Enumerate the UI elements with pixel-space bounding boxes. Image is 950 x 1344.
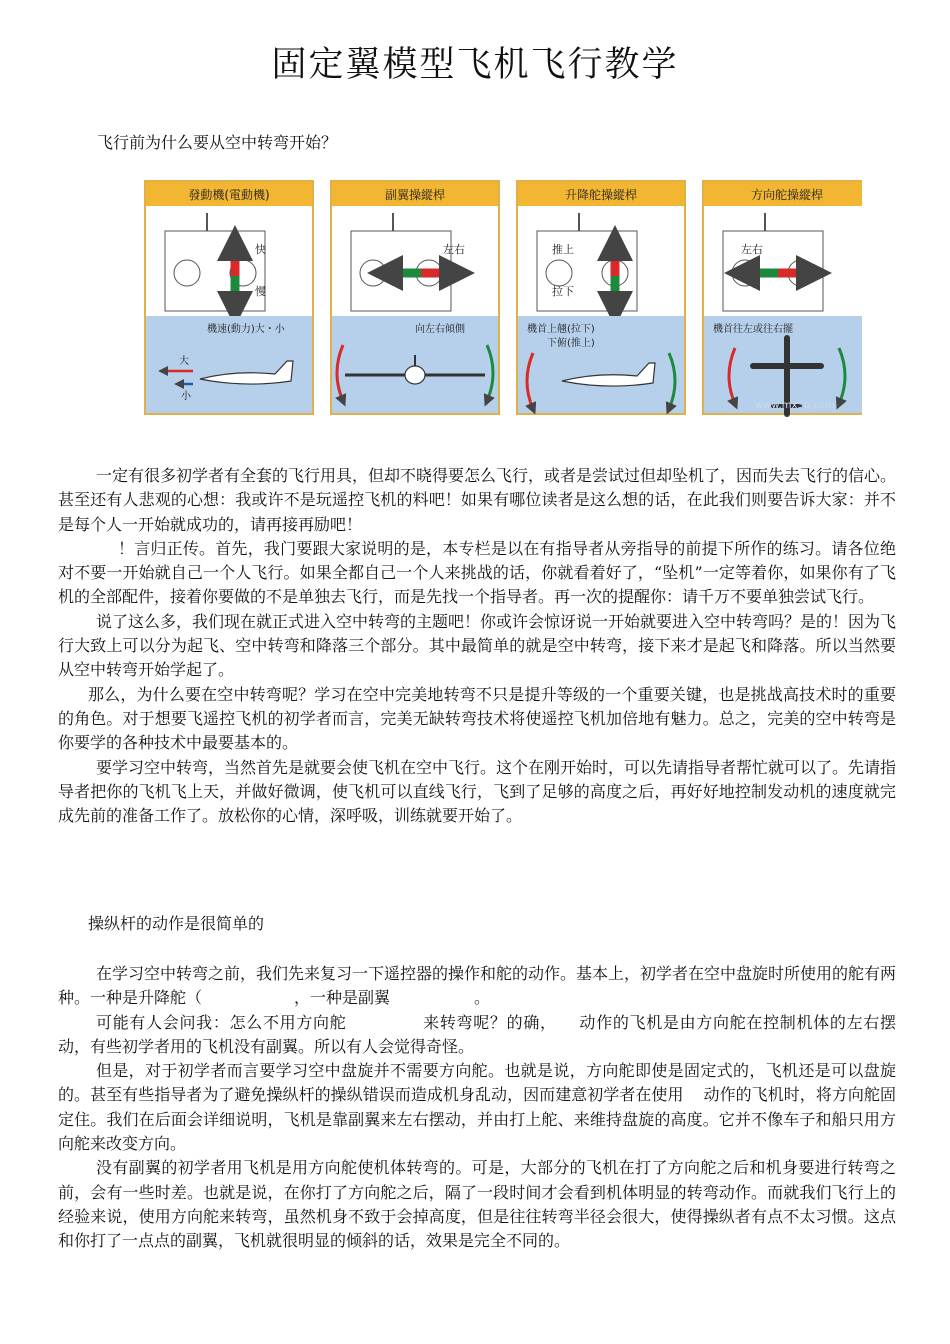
paragraph: 说了这么多，我们现在就正式进入空中转弯的主题吧！你或许会惊讶说一开始就要进入空中转弯吗？是的！因为飞行大致上可以分为起飞、空中转弯和降落三个部分。其中最简单的就是空中转弯，接下来才是起飞和降落。所以当然要从空中转弯开始学起了。 <box>58 611 897 680</box>
paragraph: 一定有很多初学者有全套的飞行用具，但却不晓得要怎么飞行，或者是尝试过但却坠机了，因而失去飞行的信心。甚至还有人悲观的心想：我或许不是玩遥控飞机的料吧！如果有哪位读者是这么想的话，在此我们则要告诉大家：并不是每个人一开始就成功的，请再接再励吧！ <box>58 466 897 534</box>
paragraph: ！言归正传。首先，我门要跟大家说明的是，本专栏是以在有指导者从旁指导的前提下所作的练习。请各位绝对不要一开始就自己一个人飞行。如果全都自己一个人来挑战的话，你就看着好了，“坠机”一定等着你，如果你有了飞机的全部配件，接着你要做的不是单独去飞行，而是先找一个指导者。再一次的提醒你：请千万不要单独尝试飞行。 <box>58 538 896 607</box>
paragraph-part: ，一种是副翼 <box>294 988 391 1008</box>
figure-label: 拉下 <box>552 285 574 298</box>
paragraph-part: 动作的飞机是由方向舵在控制机体的左右摆动，有些初学者用的飞机没有副翼。所以有人会觉得奇怪。 <box>58 1012 896 1056</box>
paragraph-part: 来转弯呢？的确， <box>422 1012 557 1032</box>
paragraph: 那么，为什么要在空中转弯呢？学习在空中完美地转弯不只是提升等级的一个重要关键，也是挑战高技术时的重要的角色。对于想要飞遥控飞机的初学者而言，完美无缺转弯技术将使遥控飞机加倍地有魅力。总之，完美的空中转弯是你要学的各种技术中最要基本的。 <box>58 684 896 753</box>
intro-text <box>58 464 896 828</box>
paragraph-part: 。 <box>474 988 491 1008</box>
panel-header-label: 方向舵操縱桿 <box>750 188 824 202</box>
airplane-front-icon <box>405 366 425 384</box>
paragraph <box>58 1059 896 1156</box>
panel-caption: 機首上翹(拉下) <box>527 324 595 335</box>
paragraph-part: 但是，对于初学者而言要学习空中盘旋并不需要方向舵。也就是说，方向舵即使是固定式的，飞机还是可以盘旋的。甚至有些指导者为了避免操纵杆的操纵错误而造成机身乱动，因而建意初学者在使用 <box>58 1061 896 1105</box>
paragraph-part: 动作的飞机时，将方向舵固定住。我们在后面会详细说明，飞机是靠副翼来左右摆动，并由打上舵、来维持盘旋的高度。它并不像车子和船只用方向舵来改变方向。 <box>58 1085 896 1154</box>
control-panel <box>703 181 862 414</box>
page-title: 固定翼模型飞机飞行教学 <box>271 45 679 85</box>
control-panel <box>331 181 499 414</box>
figure-label: 快 <box>255 243 266 256</box>
panel-header-label: 副翼操縱桿 <box>384 188 446 202</box>
section-heading-2: 操纵杆的动作是很简单的 <box>88 914 265 933</box>
paragraph <box>58 1156 896 1253</box>
paragraph <box>58 962 896 1011</box>
figure-label: 左右 <box>741 243 763 256</box>
paragraph-part: 没有副翼的初学者用飞机是用方向舵使机体转弯的。可是，大部分的飞机在打了方向舵之后和机身要进行转弯之前，会有一些时差。也就是说，在你打了方向舵之后，隔了一段时间才会看到机体明显的转弯动作。而就我们飞行上的经验来说，使用方向舵来转弯，虽然机身不致于会掉高度，但是往往转弯半径会很大，使得操纵者有点不太习惯。这点和你打了一点点的副翼，飞机就很明显的倾斜的话，效果是完全不同的。 <box>58 1158 896 1251</box>
paragraph: 要学习空中转弯，当然首先是就要会使飞机在空中飞行。这个在刚开始时，可以先请指导者帮忙就可以了。先请指导者把你的飞机飞上天，并做好微调，使飞机可以直线飞行，飞到了足够的高度之后，再好好地控制发动机的速度就完成先前的准备工作了。放松你的心情，深呼吸，训练就要开始了。 <box>58 757 897 826</box>
section-heading-1: 飞行前为什么要从空中转弯开始？ <box>97 133 338 152</box>
figure-label: 慢 <box>255 285 266 298</box>
paragraph-part: 可能有人会问我：怎么不用方向舵 <box>96 1012 347 1032</box>
figure-watermark: www.mx3g.com <box>755 400 835 411</box>
figure-label: 推上 <box>552 243 574 256</box>
figure-label: 小 <box>181 391 191 402</box>
panel-header-label: 升降舵操縱桿 <box>564 188 638 202</box>
panel-header-label: 發動機(電動機) <box>188 188 270 202</box>
control-panel <box>517 181 685 414</box>
figure-label: 左右 <box>443 243 465 256</box>
control-panel <box>145 181 313 414</box>
control-diagram-figure <box>135 175 862 420</box>
panel-caption: 機首往左或往右擺 <box>713 324 793 335</box>
panel-caption: 向左右傾側 <box>415 324 465 335</box>
figure-label: 大 <box>179 356 189 367</box>
paragraph-part: 在学习空中转弯之前，我们先来复习一下遥控器的操作和舵的动作。基本上，初学者在空中盘旋时所使用的舵有两种。一种是升降舵（ <box>58 964 897 1008</box>
panel-caption: 下俯(推上) <box>547 338 595 349</box>
paragraph <box>58 1011 896 1060</box>
transmitter-body <box>165 231 265 311</box>
body-text <box>58 962 896 1254</box>
panel-caption: 機速(動力)大・小 <box>207 324 285 335</box>
